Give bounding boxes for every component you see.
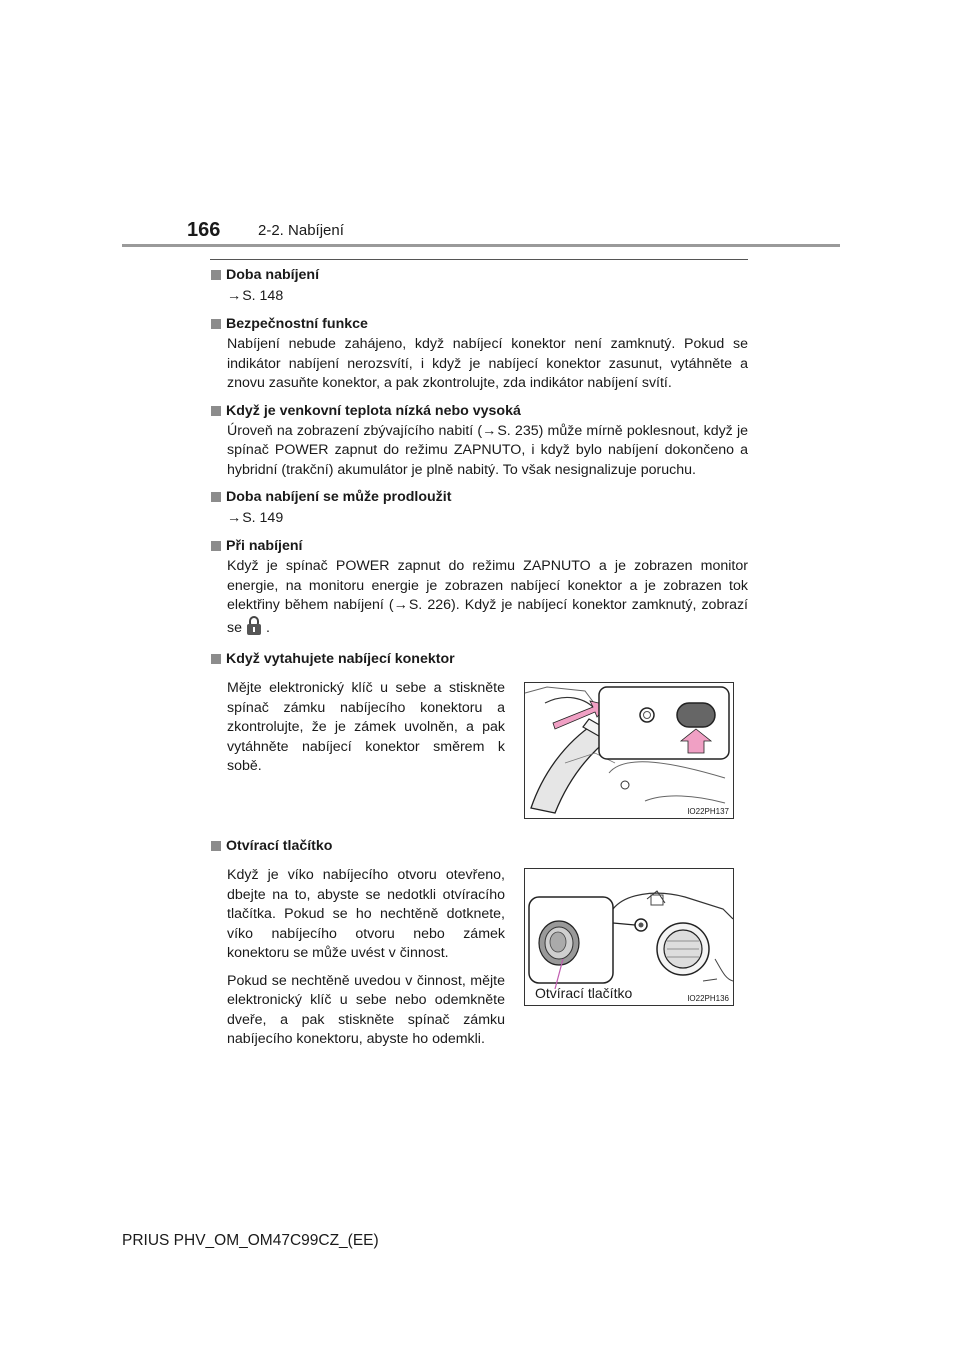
bullet-square-icon xyxy=(211,492,221,502)
item-text-2: Pokud se nechtěně uvedou v činnost, mějte elektronický klíč u sebe nebo odemkněte dveře, a pak stiskněte spínač zámku nabíjecího konektoru, abyste ho odemkli. xyxy=(227,972,505,1047)
item-title: Doba nabíjení se může prodloužit xyxy=(226,489,452,505)
document-id: PRIUS PHV_OM_OM47C99CZ_(EE) xyxy=(122,1232,379,1249)
page-number: 166 xyxy=(187,219,221,241)
lock-icon xyxy=(246,616,262,643)
bullet-square-icon xyxy=(211,841,221,851)
item-title: Když je venkovní teplota nízká nebo vysoká xyxy=(226,402,521,419)
bullet-square-icon xyxy=(211,654,221,664)
item-pri-nabijeni xyxy=(210,536,748,642)
item-venkovni-teplota xyxy=(210,401,748,481)
bullet-square-icon xyxy=(211,541,221,551)
bullet-square-icon xyxy=(211,319,221,329)
item-text: Když je víko nabíjecího otvoru otevřeno, dbejte na to, abyste se nedotkli otvíracího tlačítka. Pokud se ho nechtěně dotknete, víko nabíjecího otvoru nebo zámek konektoru se může uvést v činnost. xyxy=(227,867,505,961)
arrow-right-icon: → xyxy=(482,422,497,439)
figure-code: IO22PH136 xyxy=(687,994,729,1003)
item-text: Nabíjení nebude zahájeno, když nabíjecí konektor není zamknutý. Pokud se indikátor nabíjení nerozsvítí, i když je nabíjecí konektor zasunut, vytáhněte a znovu zasuňte konektor, a pak zkontrolujte, zda indikátor nabíjení svítí. xyxy=(227,336,748,391)
item-title: Když vytahujete nabíjecí konektor xyxy=(226,651,455,667)
page-content xyxy=(210,265,748,1064)
opener-button-figure xyxy=(524,868,734,1006)
content-top-rule xyxy=(210,259,748,260)
header-rule xyxy=(122,244,840,247)
item-text: Mějte elektronický klíč u sebe a stiskněte spínač zámku nabíjecího konektoru a zkontrolujte, že je zámek uvolněn, a pak vytáhněte nabíjecí konektor směrem k sobě. xyxy=(227,680,505,774)
item-vytahovani-konektoru xyxy=(210,649,748,822)
item-otviraci-tlacitko xyxy=(210,836,748,1057)
arrow-right-icon: → xyxy=(227,288,242,304)
charging-connector-illustration xyxy=(525,683,733,818)
item-title: Bezpečnostní funkce xyxy=(226,316,368,332)
item-prodlouzeni xyxy=(210,487,748,529)
item-bezpecnostni-funkce xyxy=(210,314,748,394)
connector-release-figure xyxy=(524,682,734,819)
figure-label: Otvírací tlačítko xyxy=(535,985,633,1001)
item-title: Při nabíjení xyxy=(226,538,303,554)
arrow-right-icon: → xyxy=(393,597,408,613)
item-text: Úroveň na zobrazení zbývajícího nabití (→S. 235) může mírně poklesnout, když je spínač POWER zapnut do režimu ZAPNUTO, i když bylo nabíjení dokončeno a hybridní (trakční) akumulátor je plně nabitý. To však nesignalizuje poruchu. xyxy=(227,422,748,478)
figure-code: IO22PH137 xyxy=(687,807,729,816)
bullet-square-icon xyxy=(211,406,221,416)
item-title: Otvírací tlačítko xyxy=(226,838,333,854)
item-doba-nabijeni xyxy=(210,265,748,307)
bullet-square-icon xyxy=(211,270,221,280)
arrow-right-icon: → xyxy=(227,510,242,526)
section-title: 2-2. Nabíjení xyxy=(258,222,344,239)
page-reference: →S. 149 xyxy=(210,508,748,529)
item-text: Když je spínač POWER zapnut do režimu ZAPNUTO a je zobrazen monitor energie, na monitoru energie je zobrazen nabíjecí konektor a je zobrazen tok elektřiny během nabíjení (→S. 226). Když je nabíjecí konektor zamknutý, zobrazí se . xyxy=(210,557,748,642)
item-title: Doba nabíjení xyxy=(226,267,320,283)
page-reference: →S. 148 xyxy=(210,286,748,307)
